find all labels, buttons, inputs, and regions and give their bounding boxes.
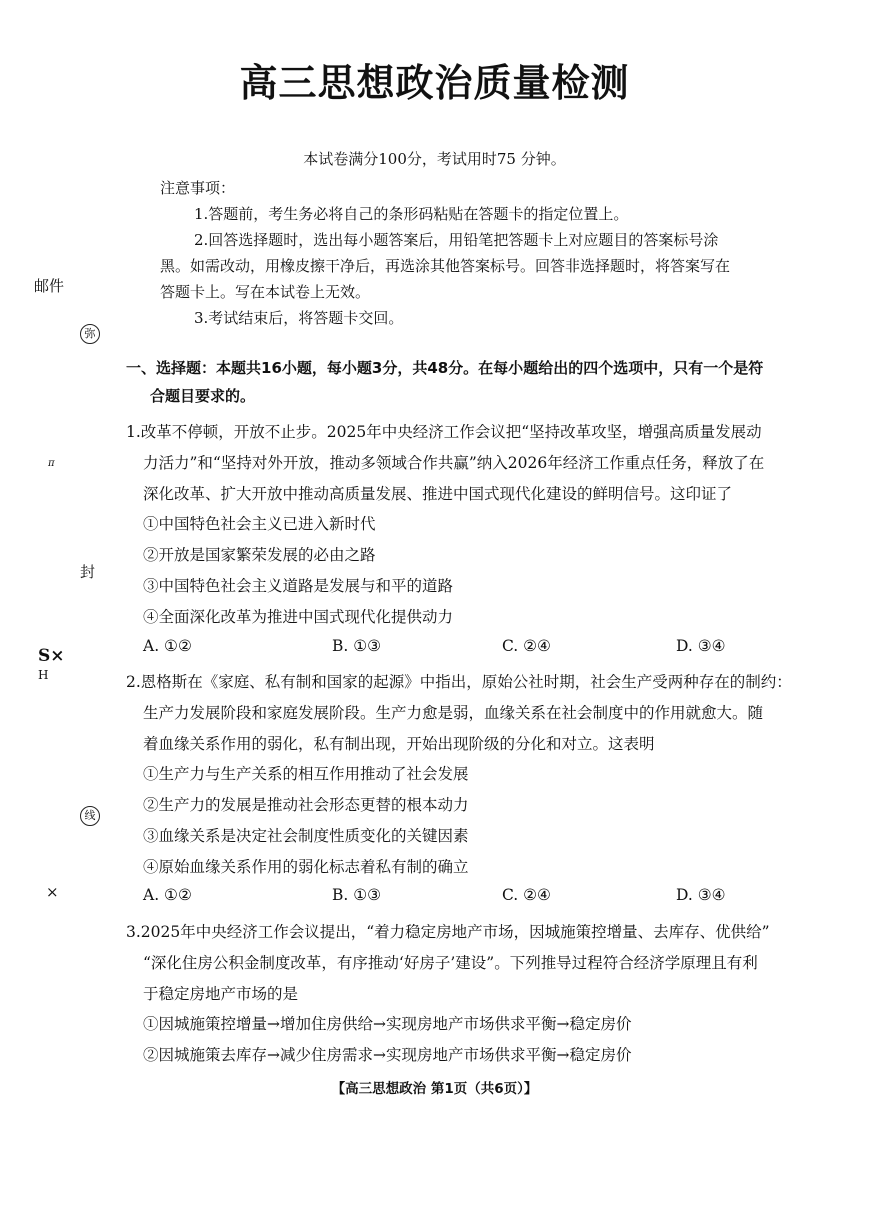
question-2-answer-a: A. ①② — [143, 886, 192, 904]
question-1-statement-1: ①中国特色社会主义已进入新时代 — [143, 515, 376, 533]
margin-feng: 封 — [80, 563, 96, 581]
question-1-answer-b: B. ①③ — [332, 637, 382, 655]
question-2-statement-2: ②生产力的发展是推动社会形态更替的根本动力 — [143, 796, 469, 814]
notice-line-1: 1.答题前，考生务必将自己的条形码粘贴在答题卡的指定位置上。 — [194, 205, 629, 223]
notice-line-5: 3.考试结束后，将答题卡交回。 — [194, 309, 404, 327]
margin-mi-char: 弥 — [80, 324, 100, 344]
question-3-line-1: 3.2025年中央经济工作会议提出，“着力稳定房地产市场，因城施策控增量、去库存、优供给” — [126, 923, 770, 941]
question-2-answer-d: D. ③④ — [676, 886, 726, 904]
question-2-statement-1: ①生产力与生产关系的相互作用推动了社会发展 — [143, 765, 469, 783]
question-3-line-2: “深化住房公积金制度改革，有序推动‘好房子’建设”。下列推导过程符合经济学原理且有利 — [143, 954, 758, 972]
question-1-answer-a: A. ①② — [143, 637, 192, 655]
question-1-statement-3: ③中国特色社会主义道路是发展与和平的道路 — [143, 577, 454, 595]
notice-line-3: 黑。如需改动，用橡皮擦干净后，再选涂其他答案标号。回答非选择题时，将答案写在 — [160, 257, 731, 275]
question-3-statement-2: ②因城施策去库存→减少住房需求→实现房地产市场供求平衡→稳定房价 — [143, 1046, 632, 1064]
margin-pi: π — [48, 458, 55, 469]
notice-heading: 注意事项： — [160, 179, 236, 197]
question-2-answer-c: C. ②④ — [502, 886, 551, 904]
margin-h: H — [38, 668, 49, 682]
question-1-line-3: 深化改革、扩大开放中推动高质量发展、推进中国式现代化建设的鲜明信号。这印证了 — [143, 485, 733, 503]
question-1-answer-d: D. ③④ — [676, 637, 726, 655]
question-3-statement-1: ①因城施策控增量→增加住房供给→实现房地产市场供求平衡→稳定房价 — [143, 1015, 632, 1033]
question-3-line-3: 于稳定房地产市场的是 — [143, 985, 299, 1003]
question-1-line-2: 力活力”和“坚持对外开放，推动多领域合作共赢”纳入2026年经济工作重点任务，释放了在 — [143, 454, 765, 472]
section-heading-line-1: 一、选择题：本题共16小题，每小题3分，共48分。在每小题给出的四个选项中，只有一个是符 — [126, 359, 764, 377]
margin-xian — [80, 804, 100, 826]
question-1-line-1: 1.改革不停顿，开放不止步。2025年中央经济工作会议把“坚持改革攻坚，增强高质量发展动 — [126, 423, 762, 441]
section-heading-line-2: 合题目要求的。 — [150, 387, 256, 405]
notice-line-2: 2.回答选择题时，选出每小题答案后，用铅笔把答题卡上对应题目的答案标号涂 — [194, 231, 719, 249]
question-2-line-3: 着血缘关系作用的弱化，私有制出现，开始出现阶级的分化和对立。这表明 — [143, 735, 655, 753]
page-title: 高三思想政治质量检测 — [239, 61, 630, 105]
question-2-line-2: 生产力发展阶段和家庭发展阶段。生产力愈是弱，血缘关系在社会制度中的作用就愈大。随 — [143, 704, 764, 722]
question-1-statement-2: ②开放是国家繁荣发展的必由之路 — [143, 546, 376, 564]
margin-cross: × — [46, 883, 59, 901]
margin-youjian: 邮件 — [34, 277, 65, 295]
question-2-line-1: 2.恩格斯在《家庭、私有制和国家的起源》中指出，原始公社时期，社会生产受两种存在的制约： — [126, 673, 792, 691]
notice-line-4: 答题卡上。写在本试卷上无效。 — [160, 283, 371, 301]
question-2-statement-4: ④原始血缘关系作用的弱化标志着私有制的确立 — [143, 858, 469, 876]
question-2-answer-b: B. ①③ — [332, 886, 382, 904]
exam-info: 本试卷满分100分，考试用时75 分钟。 — [303, 150, 566, 168]
margin-mi — [80, 322, 100, 344]
margin-xian-char: 线 — [80, 806, 100, 826]
margin-sx: S× — [38, 646, 65, 666]
question-1-answer-c: C. ②④ — [502, 637, 551, 655]
page-footer: 【高三思想政治 第1页（共6页）】 — [331, 1081, 538, 1097]
question-1-statement-4: ④全面深化改革为推进中国式现代化提供动力 — [143, 608, 454, 626]
question-2-statement-3: ③血缘关系是决定社会制度性质变化的关键因素 — [143, 827, 469, 845]
